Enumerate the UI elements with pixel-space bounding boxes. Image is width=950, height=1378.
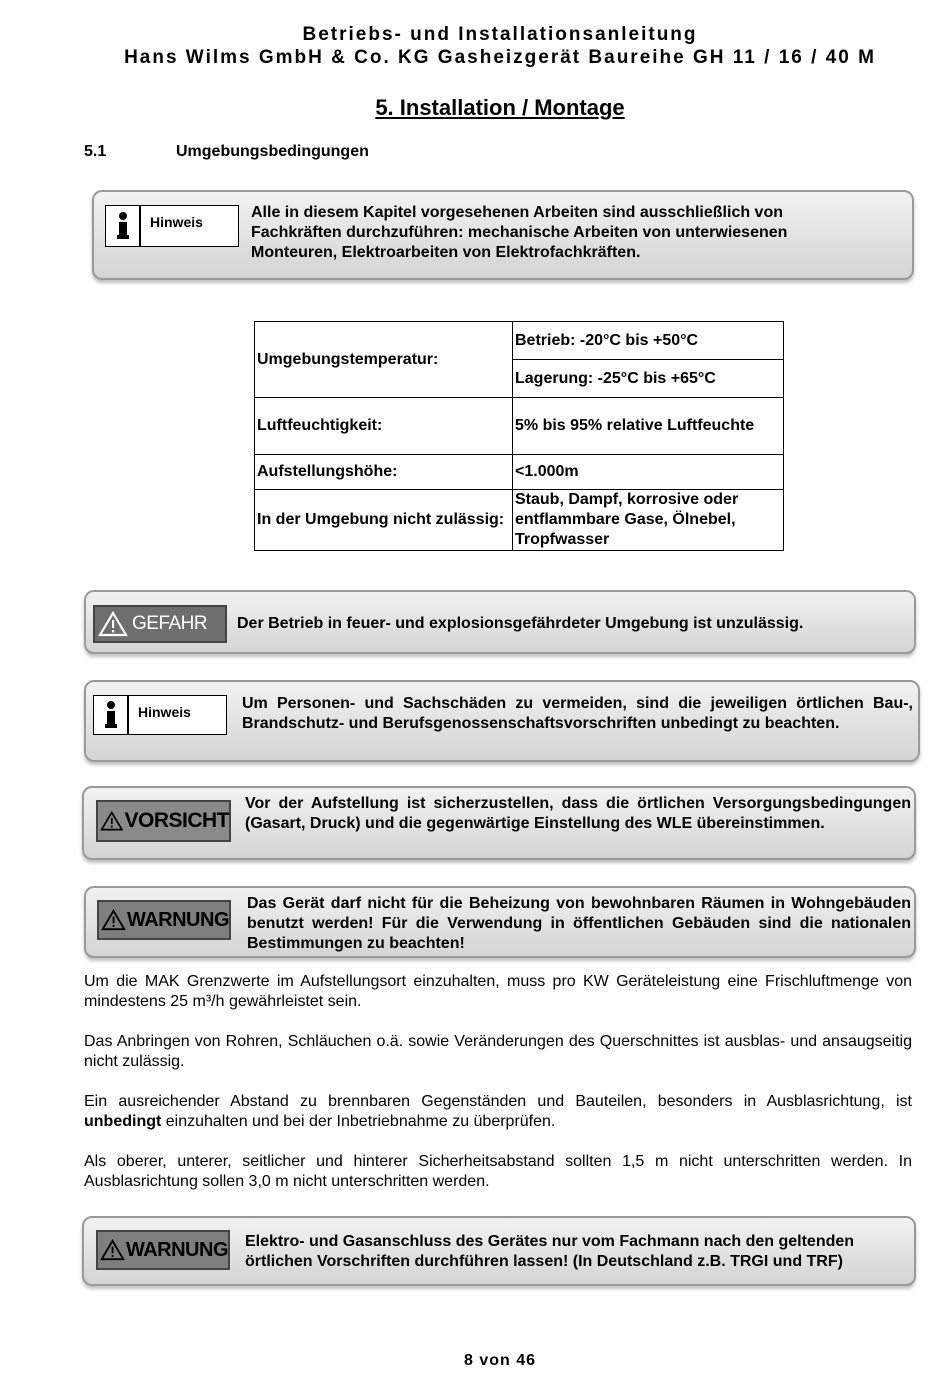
document-header-line2: Hans Wilms GmbH & Co. KG Gasheizgerät Baureihe GH 11 / 16 / 40 M bbox=[124, 47, 876, 68]
danger-label-text: GEFAHR bbox=[132, 613, 208, 634]
paragraph-3 bbox=[84, 1092, 912, 1132]
notice-label-text: Hinweis bbox=[150, 214, 203, 230]
notice-label bbox=[93, 695, 227, 735]
table-value-cell: Lagerung: -25°C bis +65°C bbox=[513, 360, 784, 398]
warning-label-text: WARNUNG bbox=[125, 1238, 228, 1261]
warning-triangle-icon bbox=[100, 808, 123, 834]
notice-box-2 bbox=[84, 680, 920, 762]
paragraph-2: Das Anbringen von Rohren, Schläuchen o.ä. sowie Veränderungen des Querschnittes ist ausblas- und ansaugseitig nicht zulässig. bbox=[84, 1033, 912, 1070]
warning-box-2 bbox=[82, 1216, 916, 1286]
chapter-title: 5. Installation / Montage bbox=[375, 95, 625, 120]
paragraph-3-text: Ein ausreichender Abstand zu brennbaren Gegenständen und Bauteilen, besonders in Ausblasrichtung, ist bbox=[84, 1093, 912, 1110]
table-row bbox=[255, 322, 784, 360]
notice-label-text: Hinweis bbox=[138, 704, 191, 720]
table-value-cell: <1.000m bbox=[513, 455, 784, 490]
danger-text: Der Betrieb in feuer- und explosionsgefährdeter Umgebung ist unzulässig. bbox=[237, 615, 804, 632]
notice-text: Um Personen- und Sachschäden zu vermeiden, sind die jeweiligen örtlichen Bau-, Brandschutz- und Berufsgenossenschaftsvorschriften unbedingt zu beachten. bbox=[242, 695, 913, 732]
page-number: 8 von 46 bbox=[463, 1352, 537, 1369]
caution-label bbox=[96, 800, 231, 842]
table-label-cell: Luftfeuchtigkeit: bbox=[255, 398, 513, 455]
caution-text: Vor der Aufstellung ist sicherzustellen, dass die örtlichen Versorgungsbedingungen (Gasart, Druck) und die gegenwärtige Einstellung des WLE übereinstimmen. bbox=[245, 795, 911, 832]
caution-label-text: VORSICHT bbox=[124, 809, 229, 832]
paragraph-3-text-end: einzuhalten und bei der Inbetriebnahme zu überprüfen. bbox=[161, 1113, 556, 1130]
table-label-cell: Aufstellungshöhe: bbox=[255, 455, 513, 490]
warning-triangle-icon bbox=[98, 611, 128, 637]
paragraph-1: Um die MAK Grenzwerte im Aufstellungsort einzuhalten, muss pro KW Geräteleistung eine Frischluftmenge von mindestens 25 m³/h gewährleistet sein. bbox=[84, 973, 912, 1010]
notice-box-1 bbox=[92, 190, 914, 280]
section-title: Umgebungsbedingungen bbox=[176, 143, 369, 160]
table-value-cell: 5% bis 95% relative Luftfeuchte bbox=[513, 398, 784, 455]
warning-label bbox=[97, 900, 231, 940]
warning-text: Elektro- und Gasanschluss des Gerätes nur vom Fachmann nach den geltenden örtlichen Vorschriften durchführen lassen! (In Deutschland z.B. TRGI und TRF) bbox=[245, 1233, 855, 1270]
warning-box-1 bbox=[84, 886, 916, 958]
warning-label bbox=[96, 1230, 230, 1270]
table-row bbox=[255, 398, 784, 455]
table-value-cell: Staub, Dampf, korrosive oder entflammbare Gase, Ölnebel, Tropfwasser bbox=[513, 490, 784, 551]
caution-box bbox=[82, 786, 916, 860]
warning-triangle-icon bbox=[101, 907, 126, 933]
notice-text: Alle in diesem Kapitel vorgesehenen Arbeiten sind ausschließlich von Fachkräften durchzuführen: mechanische Arbeiten von unterwiesenen Monteuren, Elektroarbeiten von Elektrofachkräften. bbox=[251, 204, 788, 261]
warning-triangle-icon bbox=[100, 1237, 125, 1263]
table-label-cell: In der Umgebung nicht zulässig: bbox=[255, 490, 513, 551]
info-icon bbox=[94, 696, 129, 734]
warning-label-text: WARNUNG bbox=[126, 908, 229, 931]
notice-label bbox=[105, 205, 239, 247]
danger-label bbox=[93, 605, 227, 643]
warning-text: Das Gerät darf nicht für die Beheizung von bewohnbaren Räumen in Wohngebäuden benutzt werden! Für die Verwendung in öffentlichen Gebäuden sind die nationalen Bestimmungen zu beachten! bbox=[247, 895, 911, 952]
table-label-cell: Umgebungstemperatur: bbox=[255, 322, 513, 398]
paragraph-3-emphasis: unbedingt bbox=[84, 1113, 162, 1130]
table-row bbox=[255, 455, 784, 490]
paragraph-4: Als oberer, unterer, seitlicher und hinterer Sicherheitsabstand sollten 1,5 m nicht unterschritten werden. In Ausblasrichtung sollen 3,0 m nicht unterschritten werden. bbox=[84, 1153, 912, 1190]
table-value-cell: Betrieb: -20°C bis +50°C bbox=[513, 322, 784, 360]
danger-box bbox=[84, 590, 916, 654]
info-icon bbox=[106, 206, 141, 246]
section-number: 5.1 bbox=[84, 143, 107, 160]
table-row bbox=[255, 490, 784, 551]
document-header-line1: Betriebs- und Installationsanleitung bbox=[302, 24, 698, 45]
environment-table bbox=[254, 321, 784, 551]
